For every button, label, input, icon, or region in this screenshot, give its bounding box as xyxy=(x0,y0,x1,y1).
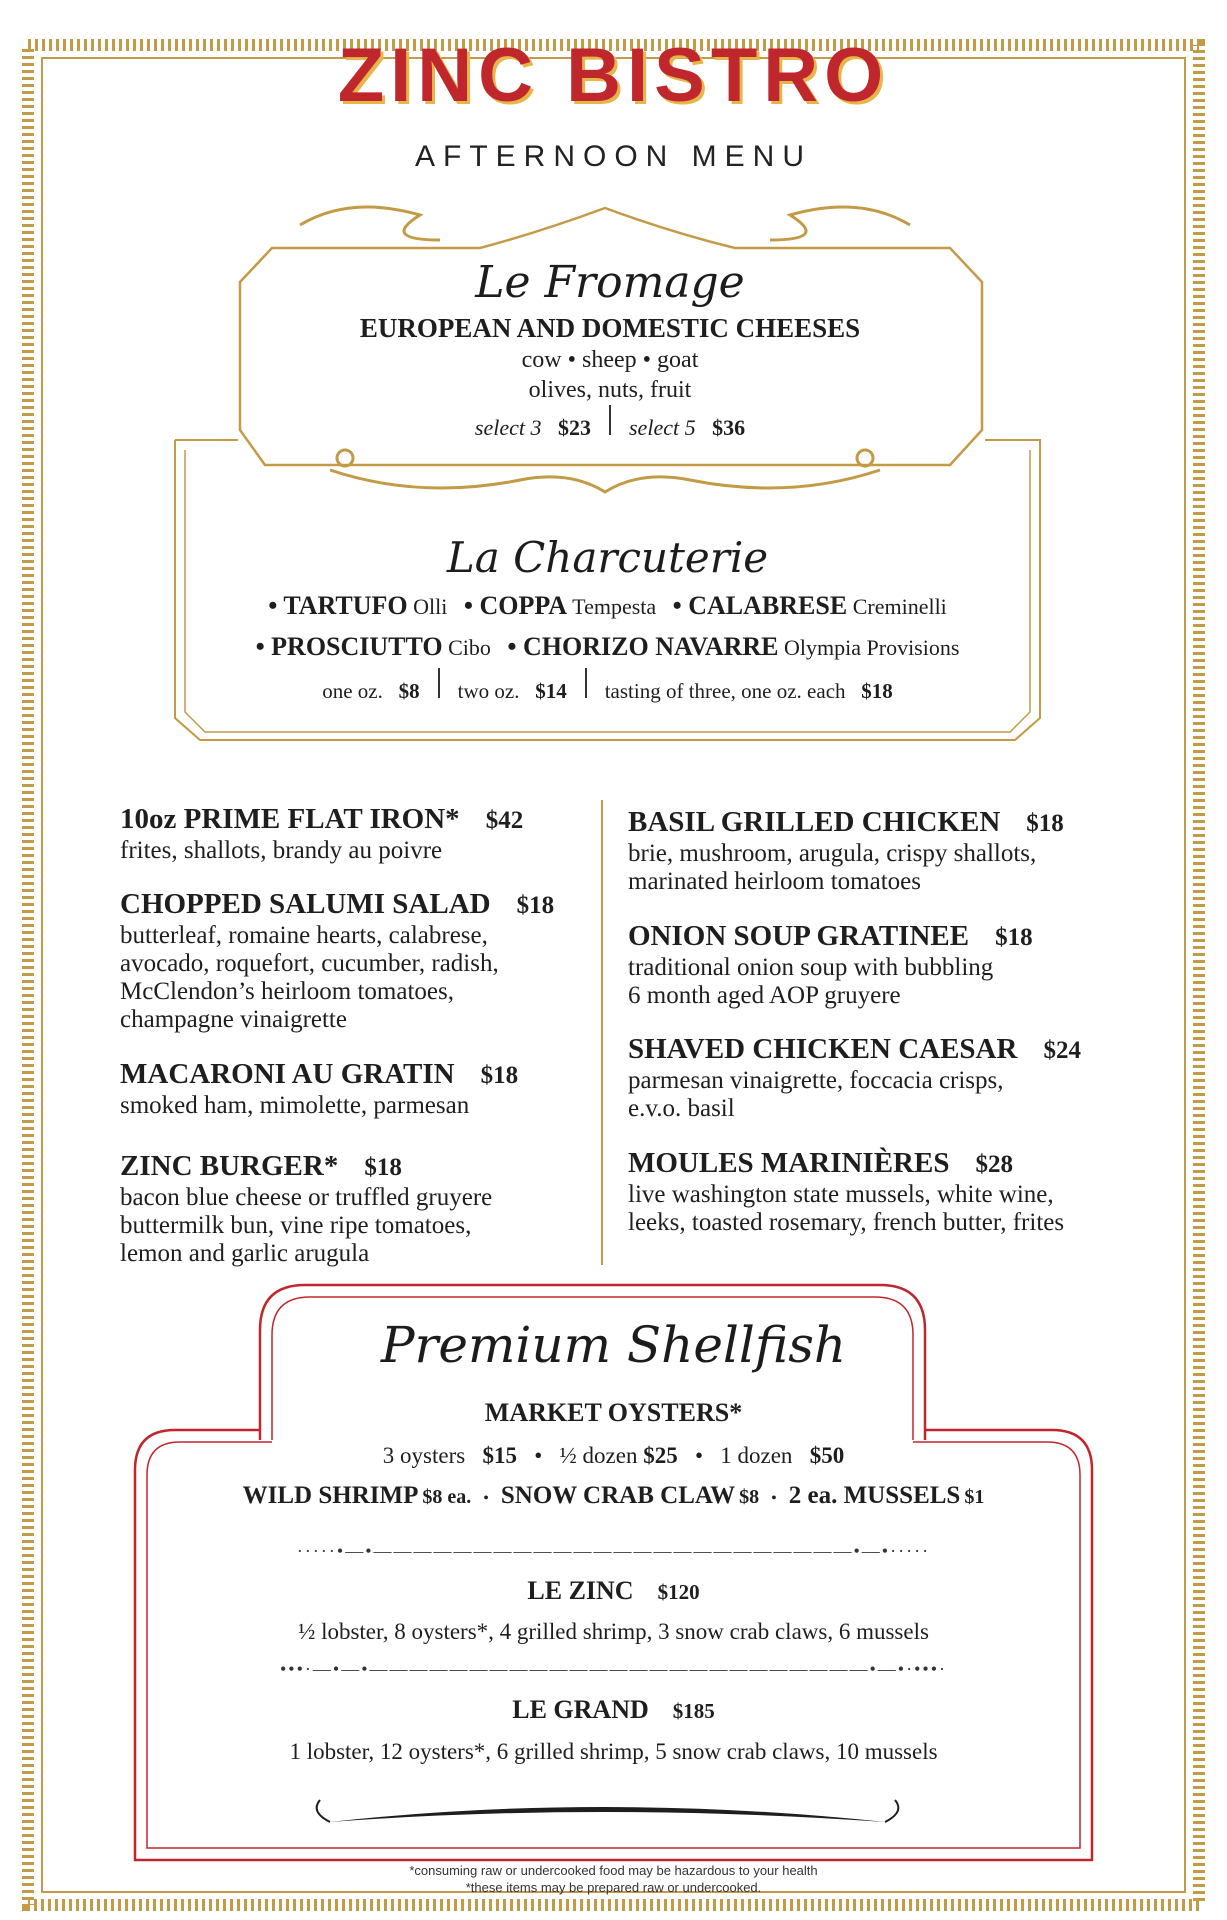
menu-item: ZINC BURGER* $18 bacon blue cheese or truffled gruyere buttermilk bun, vine ripe tomatoes, lemon and garlic arugula xyxy=(120,1150,493,1267)
fromage-milks: cow • sheep • goat xyxy=(521,347,699,373)
fromage-options xyxy=(250,405,970,444)
price-divider xyxy=(585,668,587,698)
option2-price: $36 xyxy=(712,415,746,440)
charcuterie-item: • CHORIZO NAVARRE Olympia Provisions xyxy=(507,632,960,661)
option1-label: select 3 xyxy=(474,415,542,440)
menu-subtitle: AFTERNOON MENU xyxy=(415,140,812,173)
menu-item: SHAVED CHICKEN CAESAR $24 parmesan vinaigrette, foccacia crisps, e.v.o. basil xyxy=(628,1033,1081,1122)
shellfish-title: Premium Shellfish xyxy=(380,1316,847,1374)
raw-items-note: *these items may be prepared raw or undercooked. xyxy=(465,1880,762,1895)
menu-item: MOULES MARINIÈRES $28 live washington state mussels, white wine, leeks, toasted rosemary, french butter, frites xyxy=(628,1147,1065,1236)
le-zinc: LE ZINC $120 xyxy=(527,1576,700,1605)
price: $18 xyxy=(861,679,893,703)
le-zinc-desc: ½ lobster, 8 oysters*, 4 grilled shrimp, 3 snow crab claws, 6 mussels xyxy=(298,1619,929,1644)
brand-title: ZINC BISTRO xyxy=(337,33,890,118)
shellfish-section xyxy=(150,1310,1077,1769)
divider-ornament: ·····•—•————————————————————————•—•····· xyxy=(296,1541,931,1561)
charcuterie-title: La Charcuterie xyxy=(446,533,769,582)
fromage-heading: EUROPEAN AND DOMESTIC CHEESES xyxy=(359,313,861,343)
menu-item: ONION SOUP GRATINEE $18 traditional onion soup with bubbling 6 month aged AOP gruyere xyxy=(628,920,1033,1009)
price: $14 xyxy=(535,679,567,703)
raw-food-warning: *consuming raw or undercooked food may be hazardous to your health xyxy=(409,1863,818,1878)
charcuterie-item: • COPPA Tempesta xyxy=(463,591,657,620)
price-divider xyxy=(438,668,440,698)
fromage-section xyxy=(250,255,970,444)
option1-price: $23 xyxy=(558,415,591,440)
shellfish-extras: WILD SHRIMP $8 ea. • SNOW CRAB CLAW $8 • 2 ea. MUSSELS $1 xyxy=(242,1482,985,1509)
menu-item: CHOPPED SALUMI SALAD $18 butterleaf, romaine hearts, calabrese, avocado, roquefort, cucumber, radish, McClendon’s heirloom tomatoes, champagne vinaigrette xyxy=(120,888,555,1033)
charcuterie-row-2 xyxy=(190,627,1025,668)
charcuterie-prices: one oz. $8 two oz. $14 tasting of three, one oz. each $18 xyxy=(190,668,1025,713)
fromage-accompaniments: olives, nuts, fruit xyxy=(528,377,692,403)
footer-notes xyxy=(0,1862,1227,1896)
menu-item: 10oz PRIME FLAT IRON* $42 frites, shallots, brandy au poivre xyxy=(120,803,524,864)
oyster-prices: 3 oysters $15 • ½ dozen $25 • 1 dozen $50 xyxy=(382,1443,845,1468)
option2-label: select 5 xyxy=(629,415,696,440)
le-grand-desc: 1 lobster, 12 oysters*, 6 grilled shrimp, 5 snow crab claws, 10 mussels xyxy=(289,1739,938,1764)
oysters-heading: MARKET OYSTERS* xyxy=(484,1398,743,1427)
menu-item: BASIL GRILLED CHICKEN $18 brie, mushroom, arugula, crispy shallots, marinated heirloom tomatoes xyxy=(628,806,1064,895)
charcuterie-item: • PROSCIUTTO Cibo xyxy=(255,632,491,661)
charcuterie-item: • TARTUFO Olli xyxy=(268,591,448,620)
menu-item: MACARONI AU GRATIN $18 smoked ham, mimolette, parmesan xyxy=(120,1058,519,1119)
le-grand: LE GRAND $185 xyxy=(512,1695,715,1724)
option-divider xyxy=(609,405,611,435)
divider-ornament: •••·—•—•—————————————————————————•—•·•••· xyxy=(280,1659,947,1679)
charcuterie-section xyxy=(190,530,1025,713)
charcuterie-row-1 xyxy=(190,586,1025,627)
price: $8 xyxy=(398,679,420,703)
fromage-title: Le Fromage xyxy=(475,257,745,308)
charcuterie-item: • CALABRESE Creminelli xyxy=(672,591,947,620)
